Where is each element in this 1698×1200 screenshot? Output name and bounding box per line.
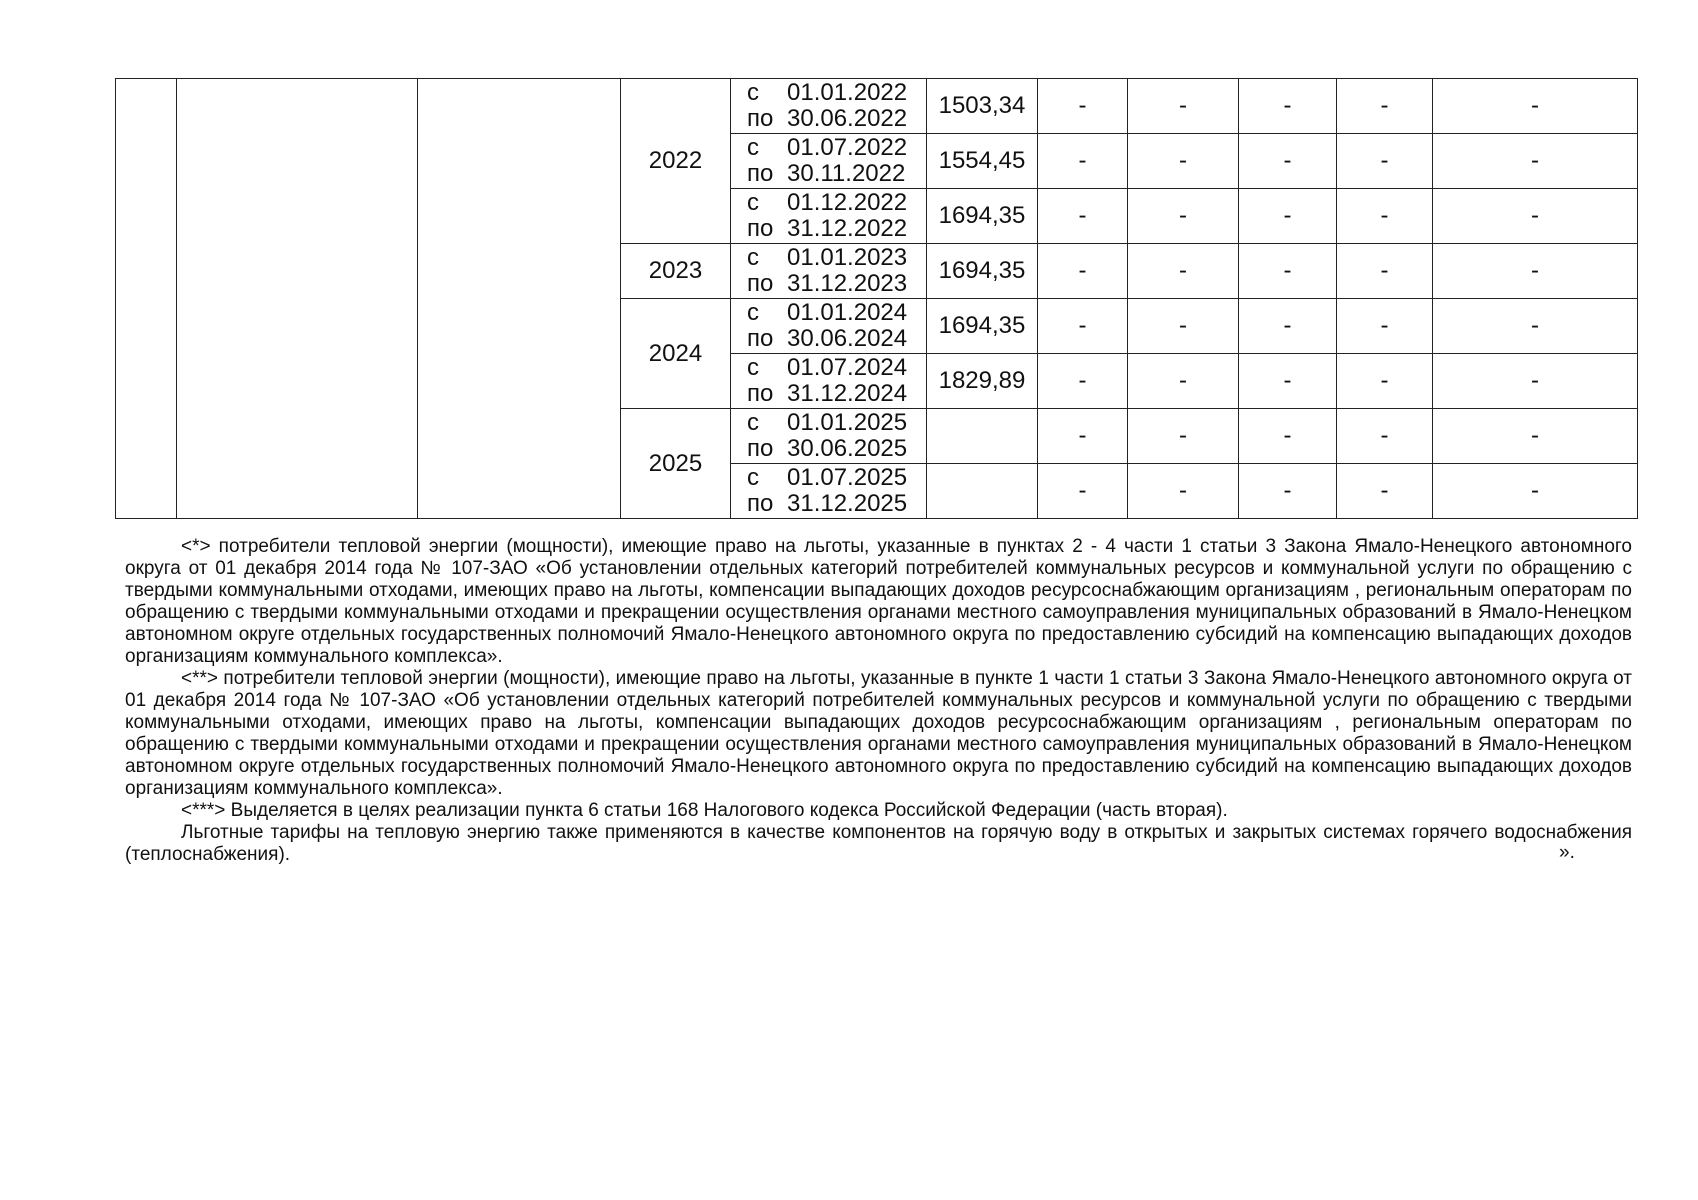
dash-cell: - bbox=[1128, 464, 1239, 519]
dash-cell: - bbox=[1239, 79, 1337, 134]
dash-cell: - bbox=[1128, 354, 1239, 409]
period-to-date: 31.12.2022 bbox=[787, 215, 908, 242]
period-from-date: 01.01.2025 bbox=[787, 409, 908, 436]
year-cell: 2025 bbox=[621, 409, 731, 519]
dash-cell: - bbox=[1433, 299, 1638, 354]
dash-cell: - bbox=[1128, 299, 1239, 354]
period-cell bbox=[731, 79, 927, 134]
dash-cell: - bbox=[1038, 354, 1128, 409]
period-from bbox=[747, 245, 926, 271]
period-from-date: 01.01.2022 bbox=[787, 79, 908, 106]
period-from-prefix: с bbox=[747, 464, 759, 491]
period-to bbox=[747, 491, 926, 517]
year-cell: 2023 bbox=[621, 244, 731, 299]
period-from-prefix: с bbox=[747, 354, 759, 381]
dash-cell: - bbox=[1038, 464, 1128, 519]
empty-cell-number bbox=[116, 79, 177, 519]
tariff-value-cell bbox=[927, 409, 1038, 464]
period-to bbox=[747, 106, 926, 132]
year-cell: 2022 bbox=[621, 79, 731, 244]
dash-cell: - bbox=[1128, 189, 1239, 244]
period-to-prefix: по bbox=[747, 105, 774, 132]
period-to bbox=[747, 271, 926, 297]
tariff-value-cell: 1694,35 bbox=[927, 299, 1038, 354]
dash-cell: - bbox=[1038, 409, 1128, 464]
footnotes bbox=[125, 536, 1632, 866]
dash-cell: - bbox=[1337, 354, 1433, 409]
period-from bbox=[747, 135, 926, 161]
period-from-date: 01.07.2024 bbox=[787, 354, 908, 381]
dash-cell: - bbox=[1239, 189, 1337, 244]
dash-cell: - bbox=[1128, 79, 1239, 134]
dash-cell: - bbox=[1038, 189, 1128, 244]
dash-cell: - bbox=[1239, 134, 1337, 189]
tariff-value-cell: 1694,35 bbox=[927, 244, 1038, 299]
dash-cell: - bbox=[1038, 79, 1128, 134]
dash-cell: - bbox=[1038, 299, 1128, 354]
period-from-date: 01.01.2023 bbox=[787, 244, 908, 271]
dash-cell: - bbox=[1337, 79, 1433, 134]
footnote-1: <*> потребители тепловой энергии (мощности), имеющие право на льготы, указанные в пунктах 2 - 4 части 1 статьи 3 Закона Ямало-Ненецкого автономного округа от 01 декабря 2014 года № 107-ЗАО «Об установлении отдельных категорий потребителей коммунальных ресурсов и коммунальной услуги по обращению с твердыми коммунальными отходами, имеющих право на льготы, компенсации выпадающих доходов ресурсоснабжающим организациям , региональным операторам по обращению с твердыми коммунальными отходами и прекращении осуществления органами местного самоуправления муниципальных образований в Ямало-Ненецком автономном округе отдельных государственных полномочий Ямало-Ненецкого автономного округа по предоставлению субсидий на компенсацию выпадающих доходов организациям коммунального комплекса». bbox=[125, 536, 1632, 667]
period-to-date: 31.12.2023 bbox=[787, 270, 908, 297]
period-from-prefix: с bbox=[747, 79, 759, 106]
dash-cell: - bbox=[1337, 134, 1433, 189]
dash-cell: - bbox=[1337, 244, 1433, 299]
dash-cell: - bbox=[1128, 409, 1239, 464]
dash-cell: - bbox=[1433, 244, 1638, 299]
dash-cell: - bbox=[1239, 299, 1337, 354]
dash-cell: - bbox=[1038, 134, 1128, 189]
period-from-date: 01.07.2022 bbox=[787, 134, 908, 161]
period-from-prefix: с bbox=[747, 134, 759, 161]
dash-cell: - bbox=[1433, 189, 1638, 244]
dash-cell: - bbox=[1433, 354, 1638, 409]
period-cell bbox=[731, 409, 927, 464]
period-to-date: 30.06.2024 bbox=[787, 325, 908, 352]
period-to-prefix: по bbox=[747, 325, 774, 352]
period-to bbox=[747, 216, 926, 242]
tariff-table bbox=[115, 78, 1638, 519]
dash-cell: - bbox=[1337, 464, 1433, 519]
period-cell bbox=[731, 464, 927, 519]
dash-cell: - bbox=[1128, 134, 1239, 189]
dash-cell: - bbox=[1433, 409, 1638, 464]
footnote-4: Льготные тарифы на тепловую энергию также применяются в качестве компонентов на горячую воду в открытых и закрытых системах горячего водоснабжения (теплоснабжения). bbox=[125, 822, 1632, 865]
period-to-date: 31.12.2025 bbox=[787, 490, 908, 517]
period-from-date: 01.01.2024 bbox=[787, 299, 908, 326]
dash-cell: - bbox=[1433, 464, 1638, 519]
year-cell: 2024 bbox=[621, 299, 731, 409]
footnote-3: <***> Выделяется в целях реализации пункта 6 статьи 168 Налогового кодекса Российской Федерации (часть вторая). bbox=[181, 800, 1228, 821]
period-from bbox=[747, 190, 926, 216]
period-to-prefix: по bbox=[747, 270, 774, 297]
period-from-prefix: с bbox=[747, 189, 759, 216]
dash-cell: - bbox=[1433, 134, 1638, 189]
period-from-date: 01.07.2025 bbox=[787, 464, 908, 491]
period-from-prefix: с bbox=[747, 409, 759, 436]
period-from-prefix: с bbox=[747, 299, 759, 326]
period-from bbox=[747, 410, 926, 436]
period-to bbox=[747, 161, 926, 187]
period-to-prefix: по bbox=[747, 380, 774, 407]
tariff-value-cell: 1503,34 bbox=[927, 79, 1038, 134]
period-from-date: 01.12.2022 bbox=[787, 189, 908, 216]
dash-cell: - bbox=[1337, 299, 1433, 354]
period-from bbox=[747, 465, 926, 491]
period-to bbox=[747, 436, 926, 462]
dash-cell: - bbox=[1038, 244, 1128, 299]
empty-cell-name bbox=[177, 79, 418, 519]
dash-cell: - bbox=[1239, 354, 1337, 409]
period-from bbox=[747, 355, 926, 381]
empty-cell-category bbox=[418, 79, 621, 519]
dash-cell: - bbox=[1433, 79, 1638, 134]
period-cell bbox=[731, 134, 927, 189]
table-row bbox=[116, 79, 1638, 134]
tariff-value-cell bbox=[927, 464, 1038, 519]
period-cell bbox=[731, 244, 927, 299]
period-to-date: 30.06.2025 bbox=[787, 435, 908, 462]
dash-cell: - bbox=[1239, 244, 1337, 299]
tariff-value-cell: 1694,35 bbox=[927, 189, 1038, 244]
period-from bbox=[747, 80, 926, 106]
dash-cell: - bbox=[1128, 244, 1239, 299]
period-to-prefix: по bbox=[747, 160, 774, 187]
dash-cell: - bbox=[1239, 464, 1337, 519]
period-to-prefix: по bbox=[747, 435, 774, 462]
period-cell bbox=[731, 189, 927, 244]
period-to bbox=[747, 326, 926, 352]
period-from bbox=[747, 300, 926, 326]
tariff-value-cell: 1829,89 bbox=[927, 354, 1038, 409]
period-to-date: 30.06.2022 bbox=[787, 105, 908, 132]
period-to-date: 30.11.2022 bbox=[787, 160, 906, 187]
dash-cell: - bbox=[1239, 409, 1337, 464]
footnote-2: <**> потребители тепловой энергии (мощности), имеющие право на льготы, указанные в пункте 1 части 1 статьи 3 Закона Ямало-Ненецкого автономного округа от 01 декабря 2014 года № 107-ЗАО «Об установлении отдельных категорий потребителей коммунальных ресурсов и коммунальной услуги по обращению с твердыми коммунальными отходами, имеющих право на льготы, компенсации выпадающих доходов ресурсоснабжающим организациям , региональным операторам по обращению с твердыми коммунальными отходами и прекращении осуществления органами местного самоуправления муниципальных образований в Ямало-Ненецком автономном округе отдельных государственных полномочий Ямало-Ненецкого автономного округа по предоставлению субсидий на компенсацию выпадающих доходов организациям коммунального комплекса». bbox=[125, 668, 1632, 799]
period-to bbox=[747, 381, 926, 407]
period-to-date: 31.12.2024 bbox=[787, 380, 908, 407]
tariff-value-cell: 1554,45 bbox=[927, 134, 1038, 189]
period-cell bbox=[731, 299, 927, 354]
dash-cell: - bbox=[1337, 189, 1433, 244]
period-cell bbox=[731, 354, 927, 409]
period-to-prefix: по bbox=[747, 490, 774, 517]
period-from-prefix: с bbox=[747, 244, 759, 271]
dash-cell: - bbox=[1337, 409, 1433, 464]
period-to-prefix: по bbox=[747, 215, 774, 242]
closing-quote-mark: ». bbox=[1559, 842, 1575, 863]
